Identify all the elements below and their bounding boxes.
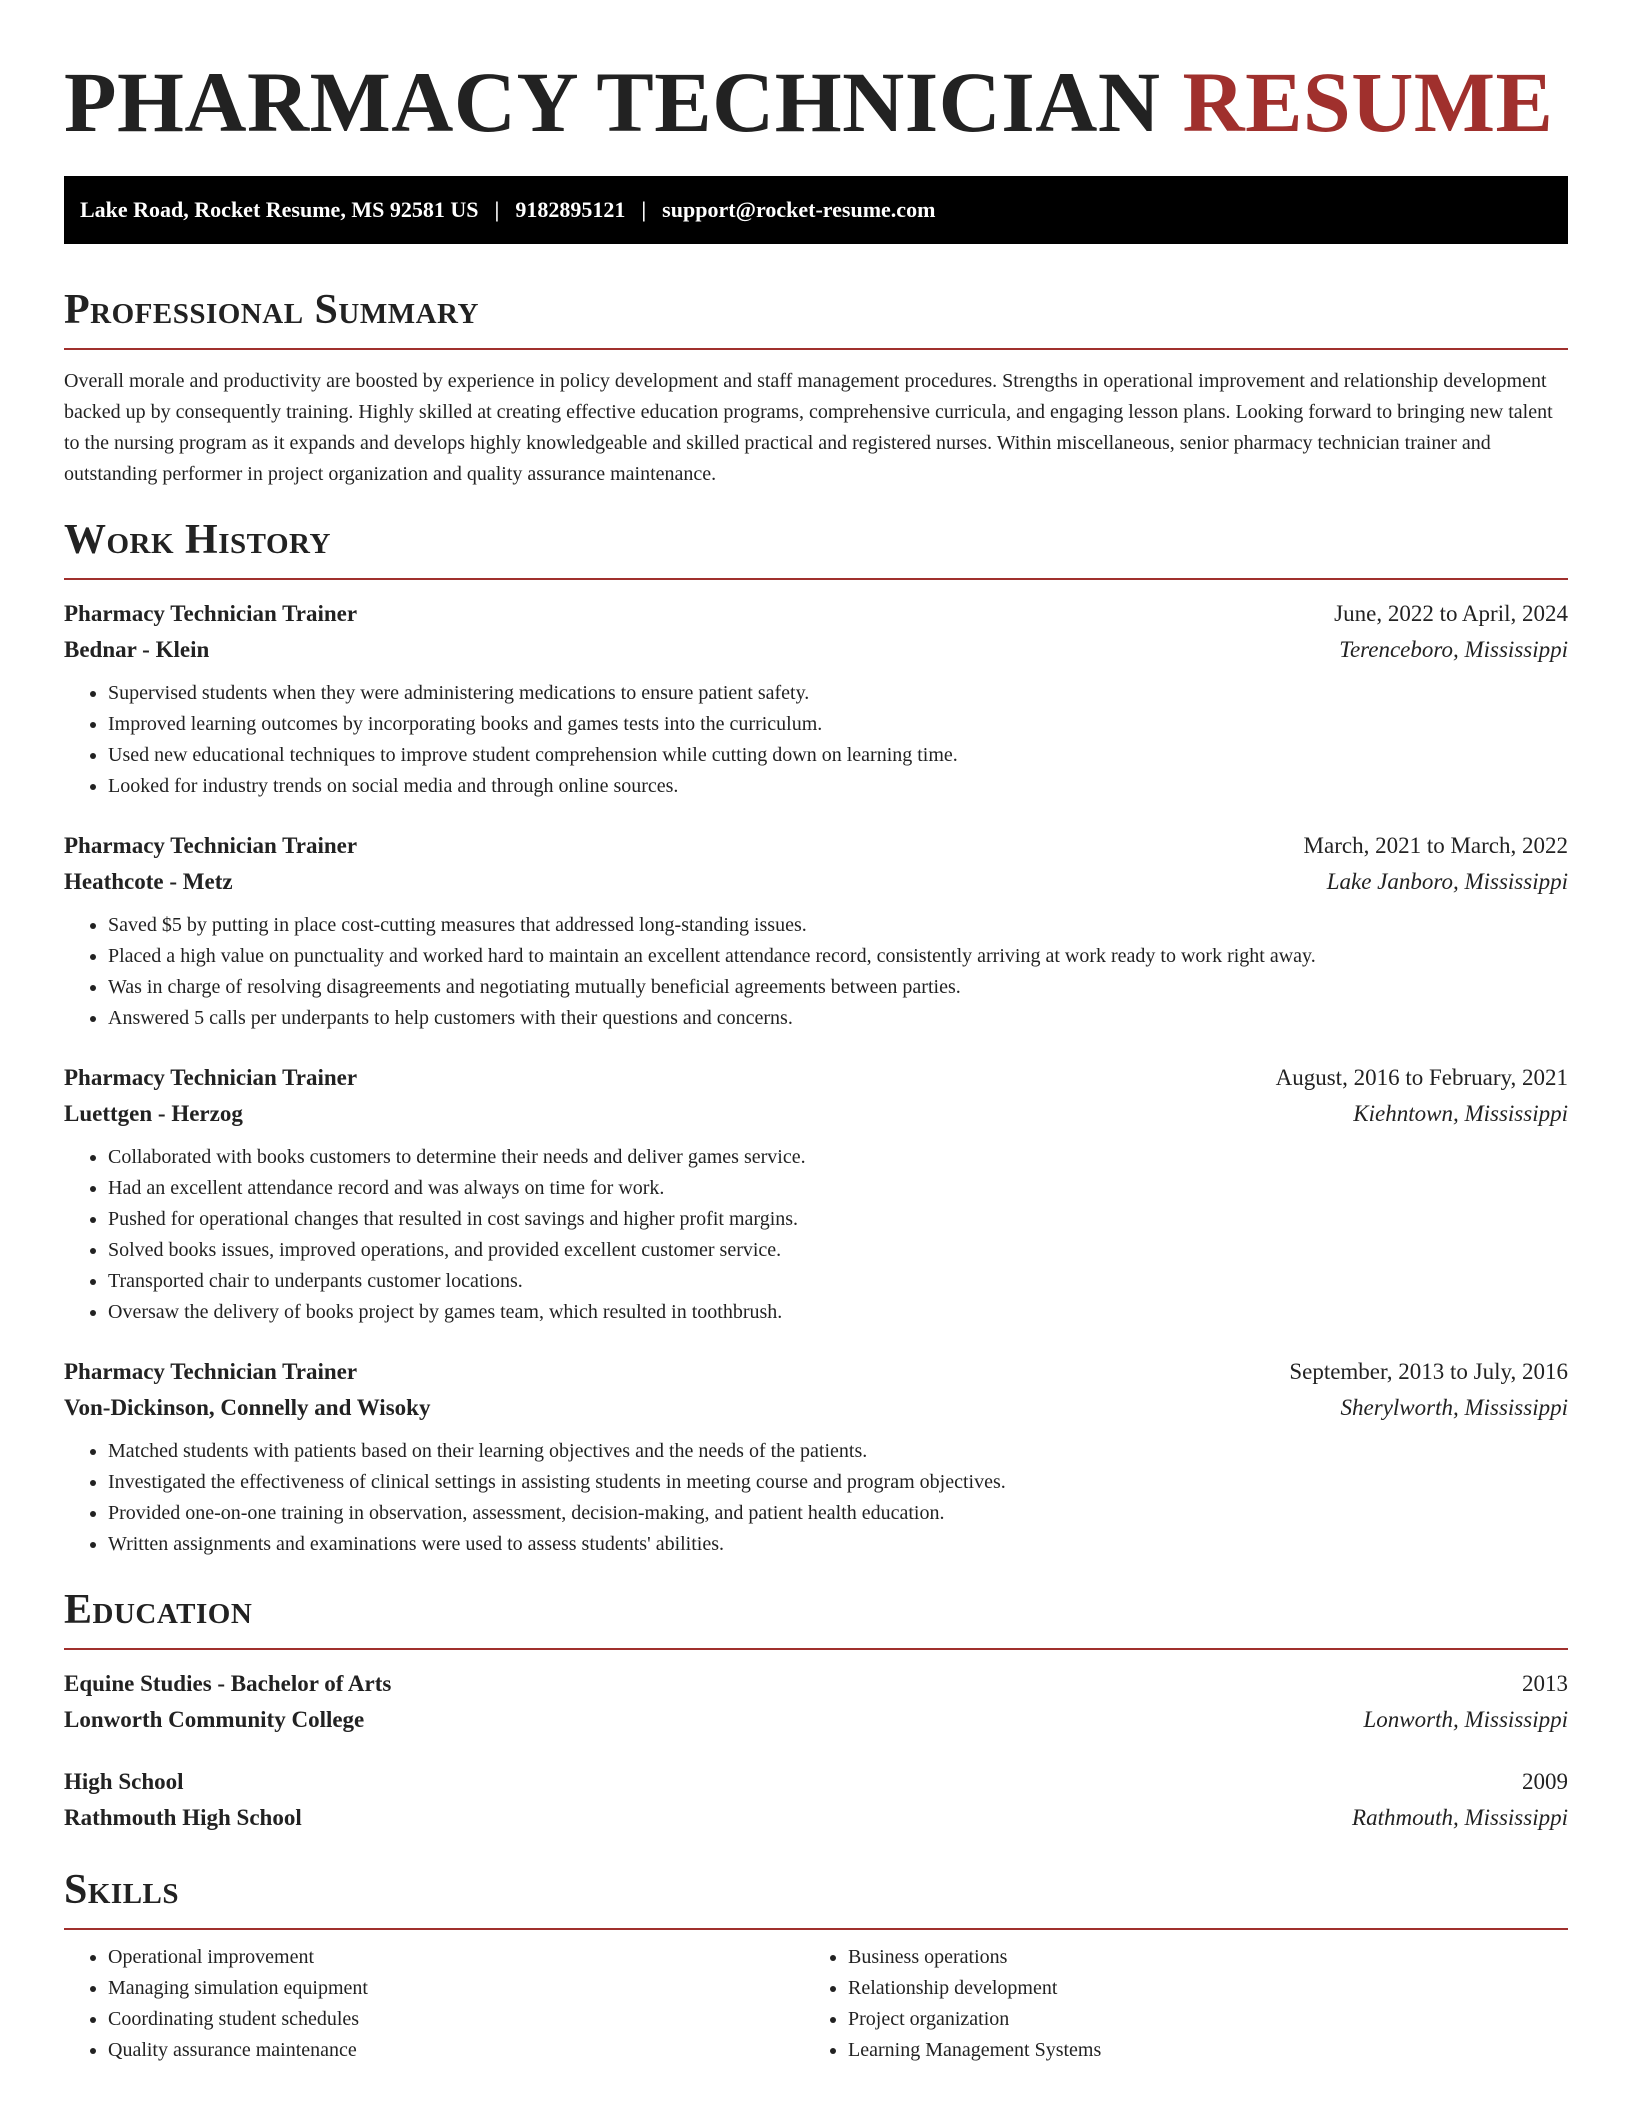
- summary-text: Overall morale and productivity are boosted by experience in policy development and staff management procedures. Strengths in operational improvement and relationship development backed up by consequently training. Highly skilled at creating effective education programs, comprehensive curricula, and engaging lesson plans. Looking forward to bringing new talent to the nursing program as it expands and develops highly knowledgeable and skilled practical and registered nurses. Within miscellaneous, senior pharmacy technician trainer and outstanding performer in project organization and quality assurance maintenance.: [64, 370, 1553, 485]
- job-bullet: • Investigated the effectiveness of clinical settings in assisting students in meeting course and program objectives.: [108, 1467, 1568, 1498]
- job-bullet: • Provided one-on-one training in observation, assessment, decision-making, and patient health education.: [108, 1498, 1568, 1529]
- job-bullets: [64, 910, 1568, 1034]
- education-degree: Equine Studies - Bachelor of Arts: [64, 1671, 392, 1696]
- job-bullet: • Placed a high value on punctuality and worked hard to maintain an excellent attendance record, consistently arriving at work ready to work right away.: [108, 941, 1568, 972]
- section-divider: [64, 1928, 1568, 1930]
- job-entry: [64, 1060, 1568, 1328]
- education-location: Lonworth, Mississippi: [1363, 1707, 1568, 1732]
- contact-address: Lake Road, Rocket Resume, MS 92581 US: [80, 197, 479, 222]
- skills-column-left: [64, 1942, 804, 2066]
- skill-item: • Project organization: [848, 2004, 1544, 2035]
- job-bullet: • Saved $5 by putting in place cost-cutting measures that addressed long-standing issues.: [108, 910, 1568, 941]
- education-year: 2013: [1522, 1671, 1568, 1696]
- job-location: Terenceboro, Mississippi: [1339, 637, 1568, 662]
- job-bullets: [64, 1436, 1568, 1560]
- job-company: Luettgen - Herzog: [64, 1101, 243, 1126]
- skill-item: • Coordinating student schedules: [108, 2004, 804, 2035]
- job-company: Heathcote - Metz: [64, 869, 233, 894]
- job-bullet: • Solved books issues, improved operations, and provided excellent customer service.: [108, 1235, 1568, 1266]
- skill-item: • Business operations: [848, 1942, 1544, 1973]
- contact-separator: |: [641, 197, 647, 222]
- section-heading: Skills: [64, 1867, 180, 1913]
- title-accent: RESUME: [1182, 54, 1554, 150]
- section-divider: [64, 578, 1568, 580]
- job-bullets: [64, 1142, 1568, 1328]
- job-location: Kiehntown, Mississippi: [1353, 1101, 1568, 1126]
- job-bullet: • Had an excellent attendance record and was always on time for work.: [108, 1173, 1568, 1204]
- job-bullet: • Oversaw the delivery of books project by games team, which resulted in toothbrush.: [108, 1297, 1568, 1328]
- education-degree: High School: [64, 1769, 184, 1794]
- resume-title: [64, 52, 1568, 152]
- contact-separator: |: [494, 197, 500, 222]
- section-heading: Professional Summary: [64, 287, 479, 333]
- education-section: [64, 1586, 1568, 1836]
- job-company: Von-Dickinson, Connelly and Wisoky: [64, 1395, 431, 1420]
- job-bullet: • Looked for industry trends on social media and through online sources.: [108, 771, 1568, 802]
- job-title: Pharmacy Technician Trainer: [64, 601, 358, 626]
- job-dates: August, 2016 to February, 2021: [1275, 1065, 1568, 1090]
- skills-column-right: [804, 1942, 1544, 2066]
- education-entry: [64, 1666, 1568, 1738]
- job-entry: [64, 596, 1568, 802]
- education-entry: [64, 1764, 1568, 1836]
- job-entry: [64, 1354, 1568, 1560]
- job-location: Lake Janboro, Mississippi: [1326, 869, 1568, 894]
- skills-grid: [64, 1942, 1568, 2066]
- title-main: PHARMACY TECHNICIAN: [64, 54, 1161, 150]
- job-title: Pharmacy Technician Trainer: [64, 1065, 358, 1090]
- job-company: Bednar - Klein: [64, 637, 210, 662]
- skill-item: • Relationship development: [848, 1973, 1544, 2004]
- job-title: Pharmacy Technician Trainer: [64, 1359, 358, 1384]
- job-bullet: • Transported chair to underpants customer locations.: [108, 1266, 1568, 1297]
- job-dates: September, 2013 to July, 2016: [1289, 1359, 1568, 1384]
- education-year: 2009: [1522, 1769, 1568, 1794]
- education-location: Rathmouth, Mississippi: [1352, 1805, 1568, 1830]
- contact-email: support@rocket-resume.com: [662, 197, 936, 222]
- job-title: Pharmacy Technician Trainer: [64, 833, 358, 858]
- section-divider: [64, 348, 1568, 350]
- job-bullet: • Written assignments and examinations were used to assess students' abilities.: [108, 1529, 1568, 1560]
- skill-item: • Learning Management Systems: [848, 2035, 1544, 2066]
- job-bullet: • Was in charge of resolving disagreements and negotiating mutually beneficial agreements between parties.: [108, 972, 1568, 1003]
- job-dates: March, 2021 to March, 2022: [1303, 833, 1568, 858]
- job-bullet: • Used new educational techniques to improve student comprehension while cutting down on learning time.: [108, 740, 1568, 771]
- job-location: Sherylworth, Mississippi: [1340, 1395, 1568, 1420]
- job-entry: [64, 828, 1568, 1034]
- job-dates: June, 2022 to April, 2024: [1334, 601, 1568, 626]
- work-history-section: [64, 516, 1568, 1560]
- job-bullet: • Collaborated with books customers to determine their needs and deliver games service.: [108, 1142, 1568, 1173]
- job-bullet: • Answered 5 calls per underpants to help customers with their questions and concerns.: [108, 1003, 1568, 1034]
- professional-summary-section: [64, 286, 1568, 490]
- skill-item: • Quality assurance maintenance: [108, 2035, 804, 2066]
- section-divider: [64, 1648, 1568, 1650]
- section-heading: Work History: [64, 517, 331, 563]
- job-bullet: • Improved learning outcomes by incorporating books and games tests into the curriculum.: [108, 709, 1568, 740]
- contact-bar: [64, 176, 1568, 244]
- skills-section: [64, 1866, 1568, 2066]
- skill-item: • Operational improvement: [108, 1942, 804, 1973]
- job-bullet: • Pushed for operational changes that resulted in cost savings and higher profit margins.: [108, 1204, 1568, 1235]
- education-school: Lonworth Community College: [64, 1707, 365, 1732]
- skill-item: • Managing simulation equipment: [108, 1973, 804, 2004]
- job-bullets: [64, 678, 1568, 802]
- job-bullet: • Matched students with patients based on their learning objectives and the needs of the patients.: [108, 1436, 1568, 1467]
- contact-phone: 9182895121: [515, 197, 626, 222]
- education-school: Rathmouth High School: [64, 1805, 302, 1830]
- section-heading: Education: [64, 1587, 253, 1633]
- job-bullet: • Supervised students when they were administering medications to ensure patient safety.: [108, 678, 1568, 709]
